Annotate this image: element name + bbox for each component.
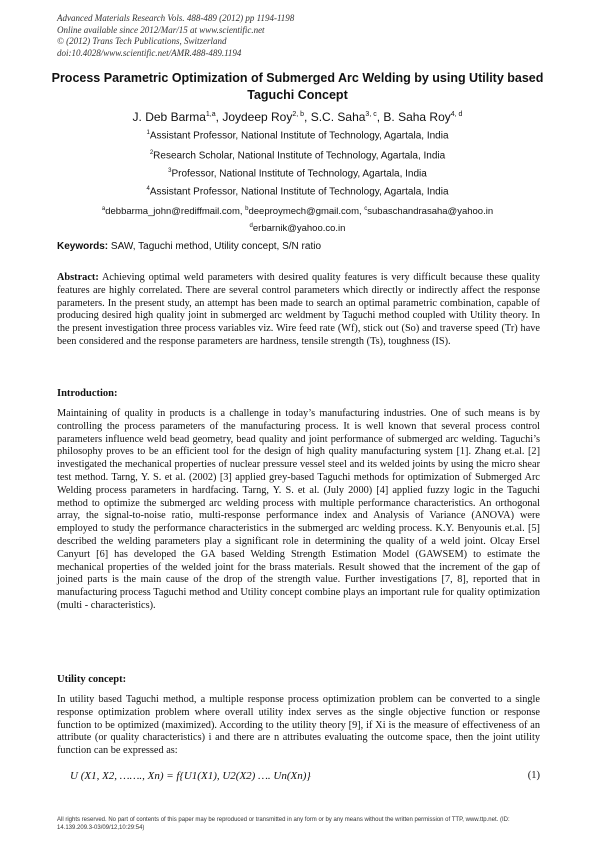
- author-name: J. Deb Barma: [132, 110, 206, 124]
- paper-title: Process Parametric Optimization of Submerged Arc Welding by using Utility based Taguchi Concept: [51, 71, 544, 102]
- introduction-body: Maintaining of quality in products is a challenge in today’s manufacturing industries. One of such means is by controlling the process parameters of the manufacturing process. It is well known that several process control parameters influence weld bead geometry, bead quality and joint performance of submerged arc welding. Taguchi’s philosophy proves to be an efficient tool for the design of high quality manufacturing system [1]. Zhang et.al. [2] investigated the mechanical properties of nuclear pressure vessel steel and its welded joints by using the micro shear test method. Tarng, Y. S. et al. (2002) [3] applied grey-based Taguchi methods for optimization of Submerged Arc Welding process parameters in hardfacing. Tarng, Y. S. et al. (July 2000) [4] applied fuzzy logic in the Taguchi method to optimize the submerged arc welding process with multiple performance characteristics. An orthogonal array, the signal-to-noise ratio, multi-response performance index and Analysis of Variance (ANOVA) were employed to study the performance characteristics in the submerged arc welding process. K.Y. Benyounis et.al. [5] described the welding parameters play a significant role in determining the quality of a weld joint. Olcay Ersel Canyurt [6] has developed the GA based Welding Strength Estimation Model (GAWSEM) to estimate the mechanical properties of the welded joint for the brass materials. Result showed that the increment of the gap of joined parts is the main cause of the drop of the strength value. Further investigations [7, 8], reported that in manufacturing process Taguchi method and Utility concept combine plays an important rule for quality optimization (multi - characteristics).: [57, 408, 540, 611]
- email-link[interactable]: debbarma_john@rediffmail.com: [105, 206, 240, 218]
- doi-line: doi:10.4028/www.scientific.net/AMR.488-489.1194: [57, 47, 242, 58]
- equation-1: [70, 770, 540, 782]
- copyright-footer: All rights reserved. No part of contents of this paper may be reproduced or transmitted in any form or by any means without the written permission of TTP, www.ttp.net. (ID: 14.139.209.3-03/09/12,10:29:54): [57, 817, 510, 831]
- journal-header: [57, 13, 477, 59]
- abstract-label: Abstract:: [57, 272, 99, 283]
- abstract: [57, 272, 540, 349]
- affiliation: $^4$Assistant Professor, National Institute of Technology, Agartala, India: [146, 186, 449, 198]
- affiliation: $^2$Research Scholar, National Institute of Technology, Agartala, India: [149, 150, 446, 162]
- utility-body: In utility based Taguchi method, a multiple response process optimization problem can be converted to a single response optimization problem where overall utility index serves as the single objective function or response function to be optimized (maximized). According to the utility theory [9], if Xi is the measure of effectiveness of an attribute (or quality characteristics) i and there are n attributes evaluating the outcome space, then the joint utility function can be expressed as:: [57, 694, 540, 757]
- equation-number: (1): [527, 770, 540, 781]
- scientific-net-link[interactable]: www.scientific.net: [199, 24, 265, 35]
- keywords: [57, 241, 547, 252]
- copyright-line: © (2012) Trans Tech Publications, Switzerland: [57, 36, 227, 46]
- author-name: Joydeep Roy: [222, 110, 293, 124]
- email-list: $^d$erbarnik@yahoo.co.in: [249, 223, 346, 235]
- introduction-heading: Introduction:: [57, 388, 118, 399]
- email-link[interactable]: deeproymech@gmail.com: [248, 206, 359, 218]
- affiliation: $^1$Assistant Professor, National Institute of Technology, Agartala, India: [146, 130, 449, 142]
- keywords-text: SAW, Taguchi method, Utility concept, S/N ratio: [110, 241, 321, 252]
- keywords-label: Keywords:: [57, 241, 109, 252]
- online-availability: Online available since 2012/Mar/15 at www.scientific.net: [57, 24, 265, 35]
- email-list: $^a$debbarma_john@rediffmail.com, $^b$deeproymech@gmail.com, $^c$subaschandrasaha@yahoo.in: [101, 206, 494, 218]
- author-list: J. Deb Barma$^{1,a}$, Joydeep Roy$^{2, b}$, S.C. Saha$^{3, c}$, B. Saha Roy$^{4, d}$: [132, 110, 463, 124]
- affiliation: $^3$Professor, National Institute of Technology, Agartala, India: [168, 168, 427, 180]
- equation-text: U (X1, X2, ……., Xn) = f{U1(X1), U2(X2) …. Un(Xn)}: [70, 770, 311, 782]
- author-name: B. Saha Roy: [383, 110, 451, 124]
- author-name: S.C. Saha: [310, 110, 366, 124]
- email-link[interactable]: subaschandrasaha@yahoo.in: [367, 206, 494, 218]
- abstract-text: Achieving optimal weld parameters with desired quality features is very difficult because these quality features are highly correlated. There are several control parameters which directly or indirectly affect the response parameters. In the present study, an attempt has been made to search an optimal parametric combination, capable of producing desired high quality joint in submerged arc weldment by Taguchi method coupled with Utility theory. In the present investigation three process variables viz. Wire feed rate (Wf), stick out (So) and traverse speed (Tr) have been considered and the response parameters are hardness, tensile strength (Ts), toughness (IS).: [57, 272, 540, 347]
- email-link[interactable]: erbarnik@yahoo.co.in: [252, 223, 346, 235]
- journal-citation: Advanced Materials Research Vols. 488-489 (2012) pp 1194-1198: [57, 13, 295, 23]
- utility-heading: Utility concept:: [57, 674, 127, 685]
